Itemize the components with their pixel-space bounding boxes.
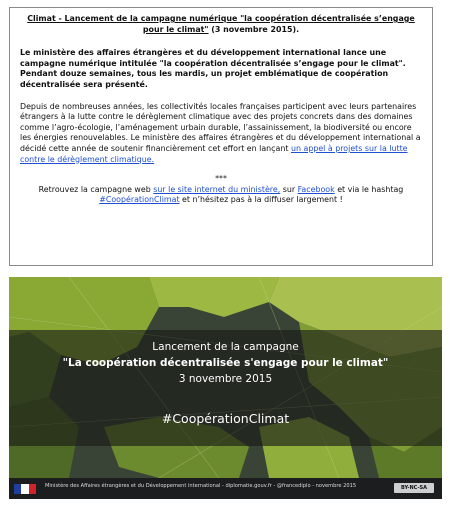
ministry-site-link[interactable]: sur le site internet du ministère, — [153, 184, 281, 194]
notice-body-text: Depuis de nombreuses années, les collectivités locales françaises participent avec leurs partenaires étrangers à la lutte contre le dérèglement climatique avec des projets concrets dans des domaines comme l’agro-écologie, l’aménagement urbain durable, l’assainissement, la biodiversité ou encore les énergies renouvelables. Le ministère des affaires étrangères et du développement international a décidé cette année de soutenir financièrement cet effort en lançant — [20, 101, 421, 153]
flag-blue-stripe — [14, 484, 21, 494]
banner-credit-bar — [9, 478, 442, 499]
footer-text-mid1: sur — [280, 184, 298, 194]
banner-date: 3 novembre 2015 — [178, 373, 273, 385]
banner-line-1: Lancement de la campagne — [152, 341, 299, 353]
notice-title — [20, 14, 422, 35]
creative-commons-badge: BY-NC-SA — [394, 483, 434, 493]
french-flag-icon — [14, 484, 36, 494]
flag-red-stripe — [29, 484, 36, 494]
banner-campaign-title: "La coopération décentralisée s'engage pour le climat" — [62, 357, 389, 369]
hashtag-link[interactable]: #CoopérationClimat — [99, 195, 180, 205]
footer-text-mid2: et via le hashtag — [334, 184, 404, 194]
facebook-link[interactable]: Facebook — [297, 184, 335, 194]
flag-white-stripe — [21, 484, 28, 494]
footer-text-start: Retrouvez la campagne web — [38, 184, 154, 194]
notice-body — [20, 102, 422, 166]
banner-hashtag: #CoopérationClimat — [161, 411, 290, 426]
banner-credit-text: Ministère des Affaires étrangères et du Développement international - diplomatie.gouv.fr - @francediplo - novembre 2015 — [45, 483, 357, 489]
notice-footer — [20, 185, 422, 206]
call-for-projects-link[interactable]: un appel à projets sur la lutte contre le dérèglement climatique. — [20, 143, 408, 164]
campaign-banner — [9, 277, 442, 499]
separator: *** — [215, 174, 227, 184]
footer-text-end: et n’hésitez pas à la diffuser largement ! — [179, 195, 343, 205]
notice-title-text: Climat - Lancement de la campagne numérique "la coopération décentralisée s’engage pour le climat" — [27, 14, 415, 34]
notice-panel — [9, 7, 433, 266]
notice-title-date: (3 novembre 2015). — [208, 24, 300, 34]
notice-intro: Le ministère des affaires étrangères et du développement international lance une campagne numérique intitulée "la coopération décentralisée s’engage pour le climat". Pendant douze semaines, tous les mardis, un projet emblématique de coopération décentralisée sera présenté. — [20, 48, 406, 89]
